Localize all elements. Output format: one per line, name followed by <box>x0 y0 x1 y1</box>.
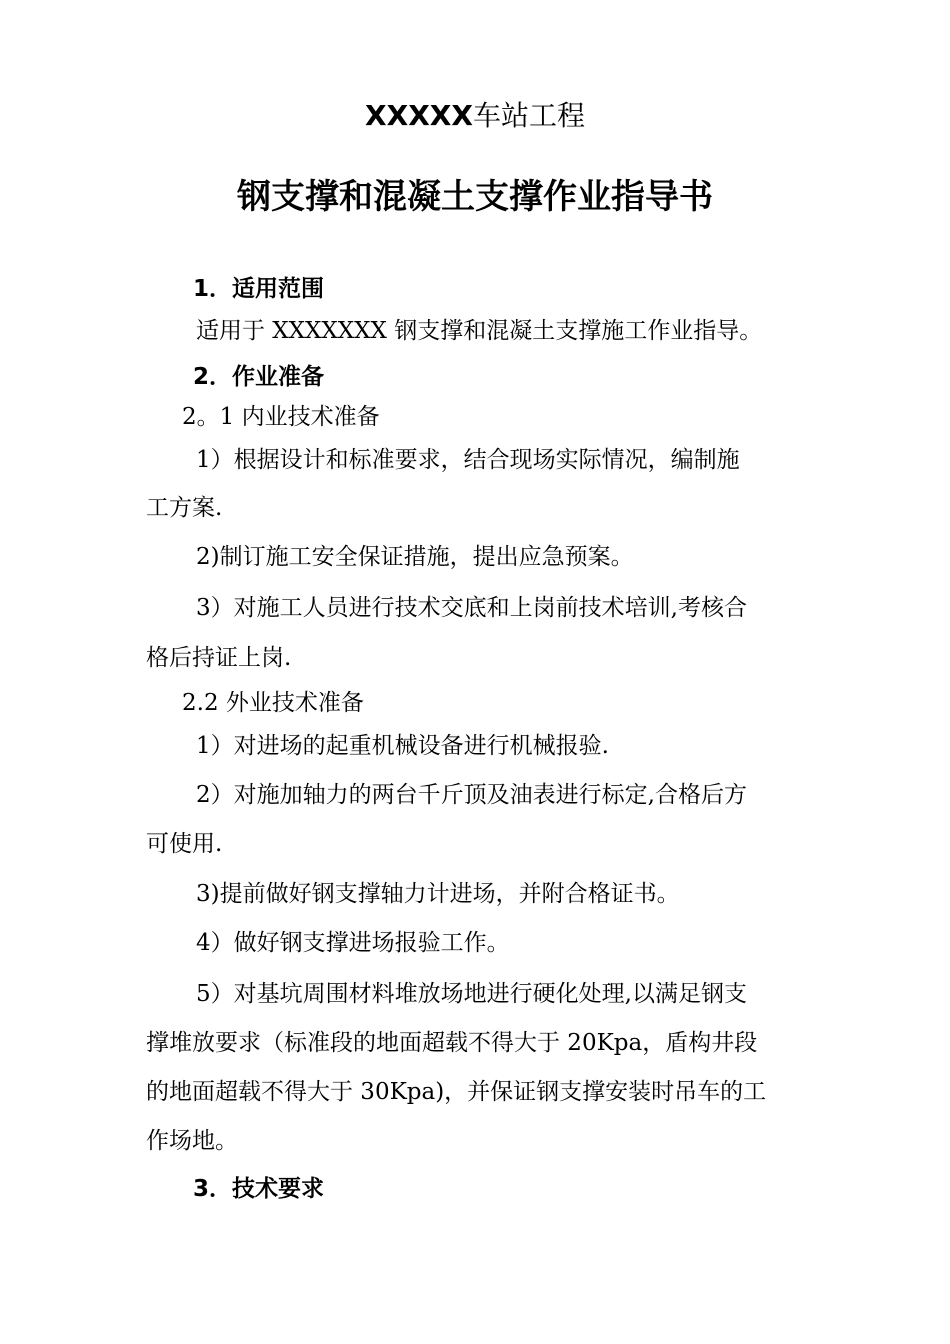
section-2-2-item-5-line-2: 撑堆放要求（标准段的地面超载不得大于 20Kpa，盾构井段 <box>146 1030 758 1056</box>
section-2-1-item-2: 2)制订施工安全保证措施，提出应急预案。 <box>196 544 634 570</box>
section-2-2-item-1: 1）对进场的起重机械设备进行机械报验. <box>196 733 609 759</box>
document-title <box>0 99 950 132</box>
section-2-1-item-1-line-2: 工方案. <box>146 495 223 521</box>
section-2-2-item-2-line-2: 可使用. <box>146 831 223 857</box>
section-2-2-item-3: 3)提前做好钢支撑轴力计进场，并附合格证书。 <box>196 881 680 907</box>
section-2-1-item-3-line-2: 格后持证上岗. <box>146 645 292 671</box>
section-2-1-heading: 2。1 内业技术准备 <box>182 404 380 430</box>
section-2-1-item-3-line-1: 3）对施工人员进行技术交底和上岗前技术培训,考核合 <box>196 595 747 621</box>
section-2-heading: 2．作业准备 <box>193 364 325 390</box>
section-2-2-item-4: 4）做好钢支撑进场报验工作。 <box>196 930 510 956</box>
section-2-2-item-2-line-1: 2）对施加轴力的两台千斤顶及油表进行标定,合格后方 <box>196 782 747 808</box>
section-2-2-item-5-line-3: 的地面超载不得大于 30Kpa)，并保证钢支撑安装时吊车的工 <box>146 1079 767 1105</box>
section-2-1-item-1-line-1: 1）根据设计和标准要求，结合现场实际情况，编制施 <box>196 447 740 473</box>
title-project-name: 车站工程 <box>472 99 585 132</box>
section-2-2-item-5-line-1: 5）对基坑周围材料堆放场地进行硬化处理,以满足钢支 <box>196 981 747 1007</box>
section-2-2-item-5-line-4: 作场地。 <box>146 1128 238 1154</box>
section-3-heading: 3．技术要求 <box>193 1176 325 1202</box>
section-1-heading: 1．适用范围 <box>193 276 325 302</box>
document-subtitle: 钢支撑和混凝土支撑作业指导书 <box>237 177 713 217</box>
section-2-2-heading: 2.2 外业技术准备 <box>182 690 364 716</box>
section-1-text: 适用于 XXXXXXX 钢支撑和混凝土支撑施工作业指导。 <box>196 318 763 344</box>
title-project-code: XXXXX <box>365 99 473 132</box>
